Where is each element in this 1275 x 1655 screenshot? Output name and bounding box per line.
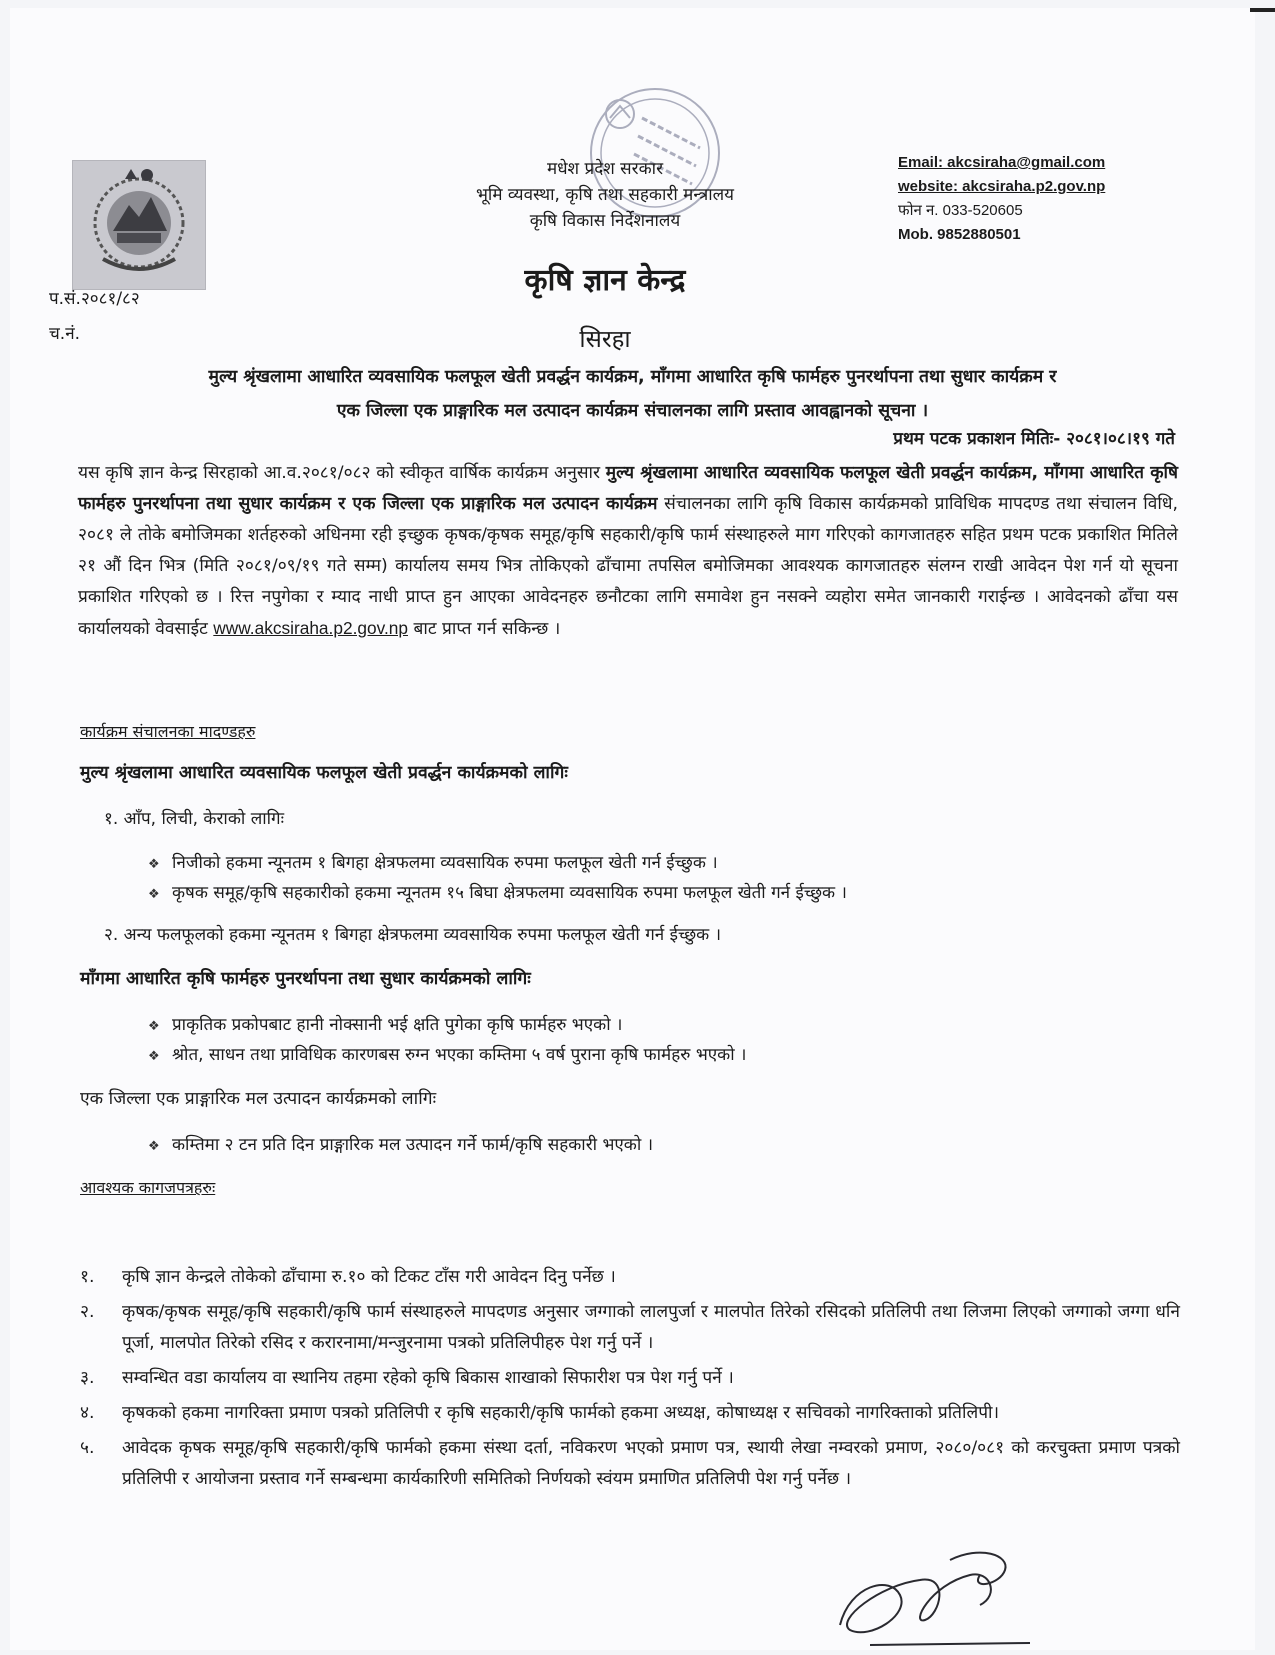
mobile-number: Mob. 9852880501 xyxy=(898,226,1021,243)
criteria-heading: कार्यक्रम संचालनका मादण्डहरु xyxy=(80,722,256,741)
contact-block xyxy=(898,151,1105,247)
body-text-1: यस कृषि ज्ञान केन्द्र सिरहाको आ.व.२०८१/०८२ को स्वीकृत वार्षिक कार्यक्रम अनुसार xyxy=(78,463,606,483)
letter-number: प.सं.२०८१/८२ xyxy=(49,289,140,309)
diamond-bullet-icon: ❖ xyxy=(148,857,160,872)
handwritten-signature xyxy=(830,1545,1110,1655)
dispatch-number: च.नं. xyxy=(49,324,81,344)
directorate-name: कृषि विकास निर्देशनालय xyxy=(529,211,681,231)
body-text-3: संचालनका लागि कृषि विकास कार्यक्रमको प्राविधिक मापदण्ड तथा संचालन विधि, २०८१ ले तोके बमोजिमका शर्तहरुको अधिनमा रही इच्छुक कृषक/कृषक समूह/कृषि सहकारी/कृषि फार्म संस्थाहरुले माग गरिएको कागजातहरु सहित प्रथम पटक प्रकाशित मितिले २१ औं दिन भित्र (मिति २०८१/०९/१९ गते सम्म) कार्यालय समय भित्र तोकिएको ढाँचामा तपसिल बमोजिमका आवश्यक कागजातहरु संलग्न राखी आवेदन पेश गर्न यो सूचना प्रकाशित गरिएको छ । रित्त नपुगेका र म्याद नाधी प्राप्त हुन आएका आवेदनहरु छनौटका लागि समावेश हुन नसक्ने व्यहोरा समेत जानकारी गराईन्छ । आवेदनको ढाँचा यस कार्यालयको वेवसाईट xyxy=(78,494,1178,639)
farm-program-heading: माँगमा आधारित कृषि फार्महरु पुनरर्थापना तथा सुधार कार्यक्रमको लागिः xyxy=(80,969,531,989)
letterhead xyxy=(380,156,830,234)
manure-program-heading: एक जिल्ला एक प्राङ्गारिक मल उत्पादन कार्यक्रमको लागिः xyxy=(80,1089,437,1109)
body-programs-bold: मुल्य श्रृंखलामा आधारित व्यवसायिक फलफूल खेती प्रवर्द्धन कार्यक्रम, माँगमा आधारित कृषि फार्महरु पुनरर्थापना तथा सुधार कार्यक्रम र एक जिल्ला एक प्राङ्गारिक मल उत्पादन कार्यक्रम xyxy=(78,463,1178,514)
list-item: १. कृषि ज्ञान केन्द्रले तोकेको ढाँचामा रु.१० को टिकट टाँस गरी आवेदन दिनु पर्नेछ । xyxy=(80,1267,616,1287)
website-link[interactable]: website: akcsiraha.p2.gov.np xyxy=(898,178,1106,195)
email-link[interactable]: Email: akcsiraha@gmail.com xyxy=(898,154,1106,171)
diamond-bullet-icon: ❖ xyxy=(148,1049,160,1064)
office-name: कृषि ज्ञान केन्द्र xyxy=(524,263,686,298)
farm-bullet-1: ❖ प्राकृतिक प्रकोपबाट हानी नोक्सानी भई क्षति पुगेका कृषि फार्महरु भएको । xyxy=(148,1015,623,1035)
government-emblem xyxy=(72,160,206,290)
body-text-4: बाट प्राप्त गर्न सकिन्छ । xyxy=(407,619,561,639)
fruit-program-heading: मुल्य श्रृंखलामा आधारित व्यवसायिक फलफूल खेती प्रवर्द्धन कार्यक्रमको लागिः xyxy=(80,763,568,783)
publication-date: प्रथम पटक प्रकाशन मितिः- २०८१।०८।१९ गते xyxy=(893,429,1175,449)
diamond-bullet-icon: ❖ xyxy=(148,1139,160,1154)
notice-title-line-1: मुल्य श्रृंखलामा आधारित व्यवसायिक फलफूल खेती प्रवर्द्धन कार्यक्रम, माँगमा आधारित कृषि फार्महरु पुनरर्थापना तथा सुधार कार्यक्रम र xyxy=(208,367,1057,387)
diamond-bullet-icon: ❖ xyxy=(148,1019,160,1034)
list-item: ४. कृषकको हकमा नागरिक्ता प्रमाण पत्रको प्रतिलिपी र कृषि सहकारी/कृषि फार्मको हकमा अध्यक्ष, कोषाध्यक्ष र सचिवको नागरिक्ताको प्रतिलिपी। xyxy=(80,1403,1000,1423)
fruit-item-2: २. अन्य फलफूलको हकमा न्यूनतम १ बिगहा क्षेत्रफलमा व्यवसायिक रुपमा फलफूल खेती गर्न ईच्छुक । xyxy=(104,925,722,945)
fruit-bullet-1: ❖ निजीको हकमा न्यूनतम १ बिगहा क्षेत्रफलमा व्यवसायिक रुपमा फलफूल खेती गर्न ईच्छुक । xyxy=(148,853,718,873)
fruit-bullet-2: ❖ कृषक समूह/कृषि सहकारीको हकमा न्यूनतम १५ बिघा क्षेत्रफलमा व्यवसायिक रुपमा फलफूल खेती गर्न ईच्छुक । xyxy=(148,883,847,903)
list-item: २. कृषक/कृषक समूह/कृषि सहकारी/कृषि फार्म संस्थाहरुले मापदणड अनुसार जग्गाको लालपुर्जा र मालपोत तिरेको रसिदको प्रतिलिपी तथा लिजमा लिएको जग्गाको जग्गा धनि पूर्जा, मालपोत तिरेको रसिद र करारनामा/मन्जुरनामा पत्रको प्रतिलिपीहरु पेश गर्नु पर्ने । xyxy=(80,1302,1180,1353)
district-name: सिरहा xyxy=(579,325,631,353)
notice-title-line-2: एक जिल्ला एक प्राङ्गारिक मल उत्पादन कार्यक्रम संचालनका लागि प्रस्ताव आवह्वानको सूचना । xyxy=(336,401,929,421)
documents-heading: आवश्यक कागजपत्रहरुः xyxy=(80,1178,216,1197)
documents-list xyxy=(80,1262,1180,1499)
diamond-bullet-icon: ❖ xyxy=(148,887,160,902)
notice-title xyxy=(70,360,1195,428)
phone-number: फोन न. 033-520605 xyxy=(898,202,1023,219)
notice-body xyxy=(78,458,1178,645)
fruit-item-1: १. आँप, लिची, केराको लागिः xyxy=(104,809,285,829)
list-item: ५. आवेदक कृषक समूह/कृषि सहकारी/कृषि फार्मको हकमा संस्था दर्ता, नविकरण भएको प्रमाण पत्र, स्थायी लेखा नम्वरको प्रमाण, २०८०/०८१ को करचुक्ता प्रमाण पत्रको प्रतिलिपी र आयोजना प्रस्ताव गर्ने सम्बन्धमा कार्यकारिणी समितिको निर्णयको स्वंयम प्रमाणित प्रतिलिपी पेश गर्नु पर्नेछ । xyxy=(80,1438,1180,1489)
ministry-name: भूमि व्यवस्था, कृषि तथा सहकारी मन्त्रालय xyxy=(475,185,735,205)
manure-bullet-1: ❖ कम्तिमा २ टन प्रति दिन प्राङ्गारिक मल उत्पादन गर्ने फार्म/कृषि सहकारी भएको । xyxy=(148,1135,654,1155)
farm-bullet-2: ❖ श्रोत, साधन तथा प्राविधिक कारणबस रुग्न भएका कम्तिमा ५ वर्ष पुराना कृषि फार्महरु भएको । xyxy=(148,1045,747,1065)
province-name: मधेश प्रदेश सरकार xyxy=(546,159,664,179)
list-item: ३. सम्वन्धित वडा कार्यालय वा स्थानिय तहमा रहेको कृषि बिकास शाखाको सिफारीश पत्र पेश गर्नु पर्ने । xyxy=(80,1368,734,1388)
website-url-link[interactable]: www.akcsiraha.p2.gov.np xyxy=(213,618,408,638)
scan-corner-mark xyxy=(1250,8,1275,12)
